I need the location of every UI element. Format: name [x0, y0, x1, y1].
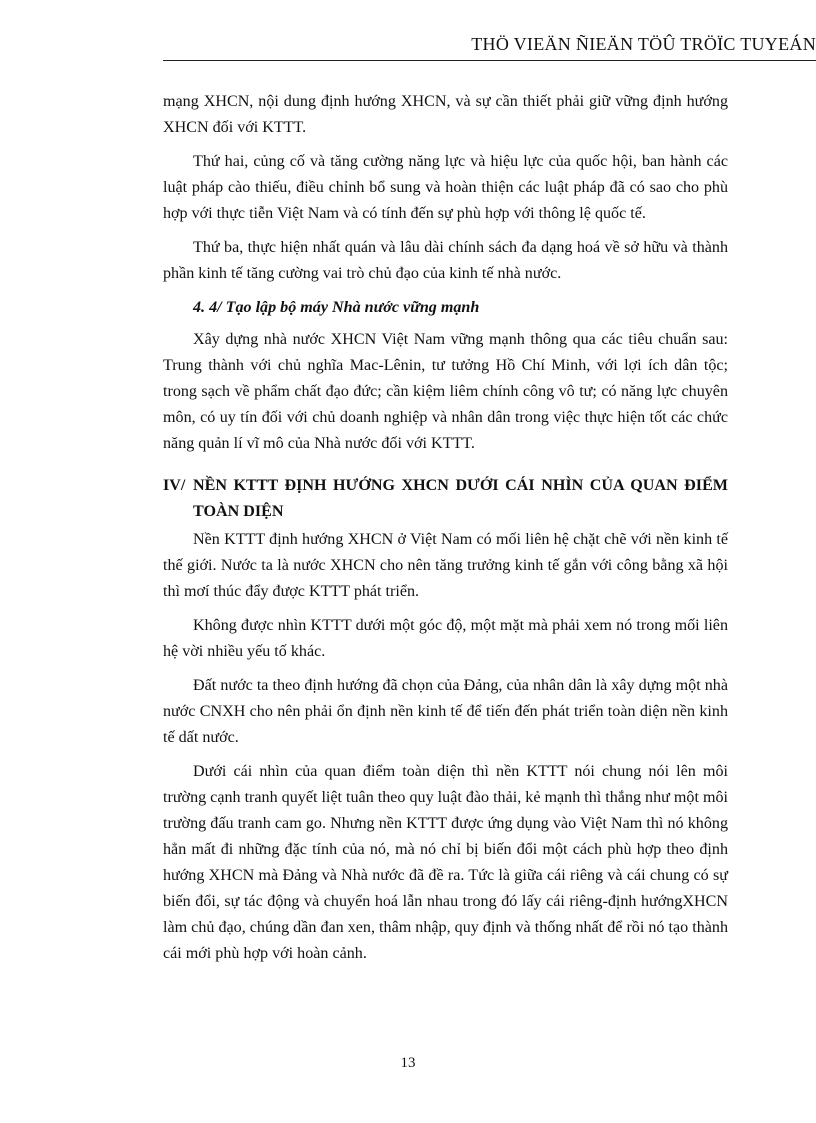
paragraph: Nền KTTT định hướng XHCN ở Việt Nam có mối liên hệ chặt chẽ với nền kinh tế thế giới. Nước ta là nước XHCN cho nên tăng trưởng kinh tế gắn với công bằng xã hội thì mơí thúc đẩy được KTTT phát triển. — [163, 531, 728, 600]
subsection-heading: 4. 4/ Tạo lập bộ máy Nhà nước vững mạnh — [193, 299, 480, 316]
paragraph: mạng XHCN, nội dung định hướng XHCN, và sự cần thiết phải giữ vững định hướng XHCN đối với KTTT. — [163, 93, 728, 136]
page-number: 13 — [400, 1055, 416, 1071]
section-heading — [163, 473, 728, 525]
paragraph: Đất nước ta theo định hướng đã chọn của Đảng, của nhân dân là xây dựng một nhà nước CNXH cho nên phải ổn định nền kinh tế để tiến đến phát triển toàn diện nền kinh tế dất nước. — [163, 677, 728, 746]
header-rule — [163, 60, 816, 61]
paragraph: Không được nhìn KTTT dưới một góc độ, một mặt mà phải xem nó trong mối liên hệ vời nhiều yếu tố khác. — [163, 617, 728, 660]
section-number: IV/ — [163, 477, 186, 494]
page-header-title: THÖ VIEÄN ÑIEÄN TÖÛ TRÖÏC TUYEÁN — [471, 34, 816, 54]
paragraph: Dưới cái nhìn của quan điểm toàn diện thì nền KTTT nói chung nói lên môi trường cạnh tranh quyết liệt tuân theo quy luật đào thải, kẻ mạnh thì thắng như một môi trường đấu tranh cam go. Nhưng nền KTTT được ứng dụng vào Việt Nam thì nó không hẳn mất đi những đặc tính của nó, mà nó chỉ bị biến đổi một cách phù hợp theo định hướng XHCN mà Đảng và Nhà nước đã đề ra. Tức là giữa cái riêng và cái chung có sự biến đổi, sự tác động và chuyển hoá lẫn nhau trong đó lấy cái riêng-định hướngXHCN làm chủ đạo, chúng dần đan xen, thâm nhập, quy định và thống nhất để rồi nó tạo thành cái mới phù hợp với hoàn cảnh. — [163, 763, 728, 962]
page-body — [163, 89, 728, 975]
paragraph: Thứ ba, thực hiện nhất quán và lâu dài chính sách đa dạng hoá về sở hữu và thành phần kinh tế tăng cường vai trò chủ đạo của kinh tế nhà nước. — [163, 239, 728, 282]
paragraph: Thứ hai, củng cố và tăng cường năng lực và hiệu lực của quốc hội, ban hành các luật pháp cào thiếu, điều chỉnh bổ sung và hoàn thiện các luật pháp đã có sao cho phù hợp với thực tiễn Việt Nam và có tính đến sự phù hợp với thông lệ quốc tế. — [163, 153, 728, 222]
paragraph: Xây dựng nhà nước XHCN Việt Nam vững mạnh thông qua các tiêu chuẩn sau: Trung thành với chủ nghĩa Mac-Lênin, tư tưởng Hồ Chí Minh, với lợi ích dân tộc; trong sạch về phẩm chất đạo đức; cần kiệm liêm chính công vô tư; có năng lực chuyên môn, có uy tín đối với chủ doanh nghiệp và nhân dân trong việc thực hiện tốt các chức năng quản lí vĩ mô của Nhà nước đối với KTTT. — [163, 331, 728, 452]
section-title: NỀN KTTT ĐỊNH HƯỚNG XHCN DƯỚI CÁI NHÌN CỦA QUAN ĐIỂM TOÀN DIỆN — [193, 477, 728, 520]
